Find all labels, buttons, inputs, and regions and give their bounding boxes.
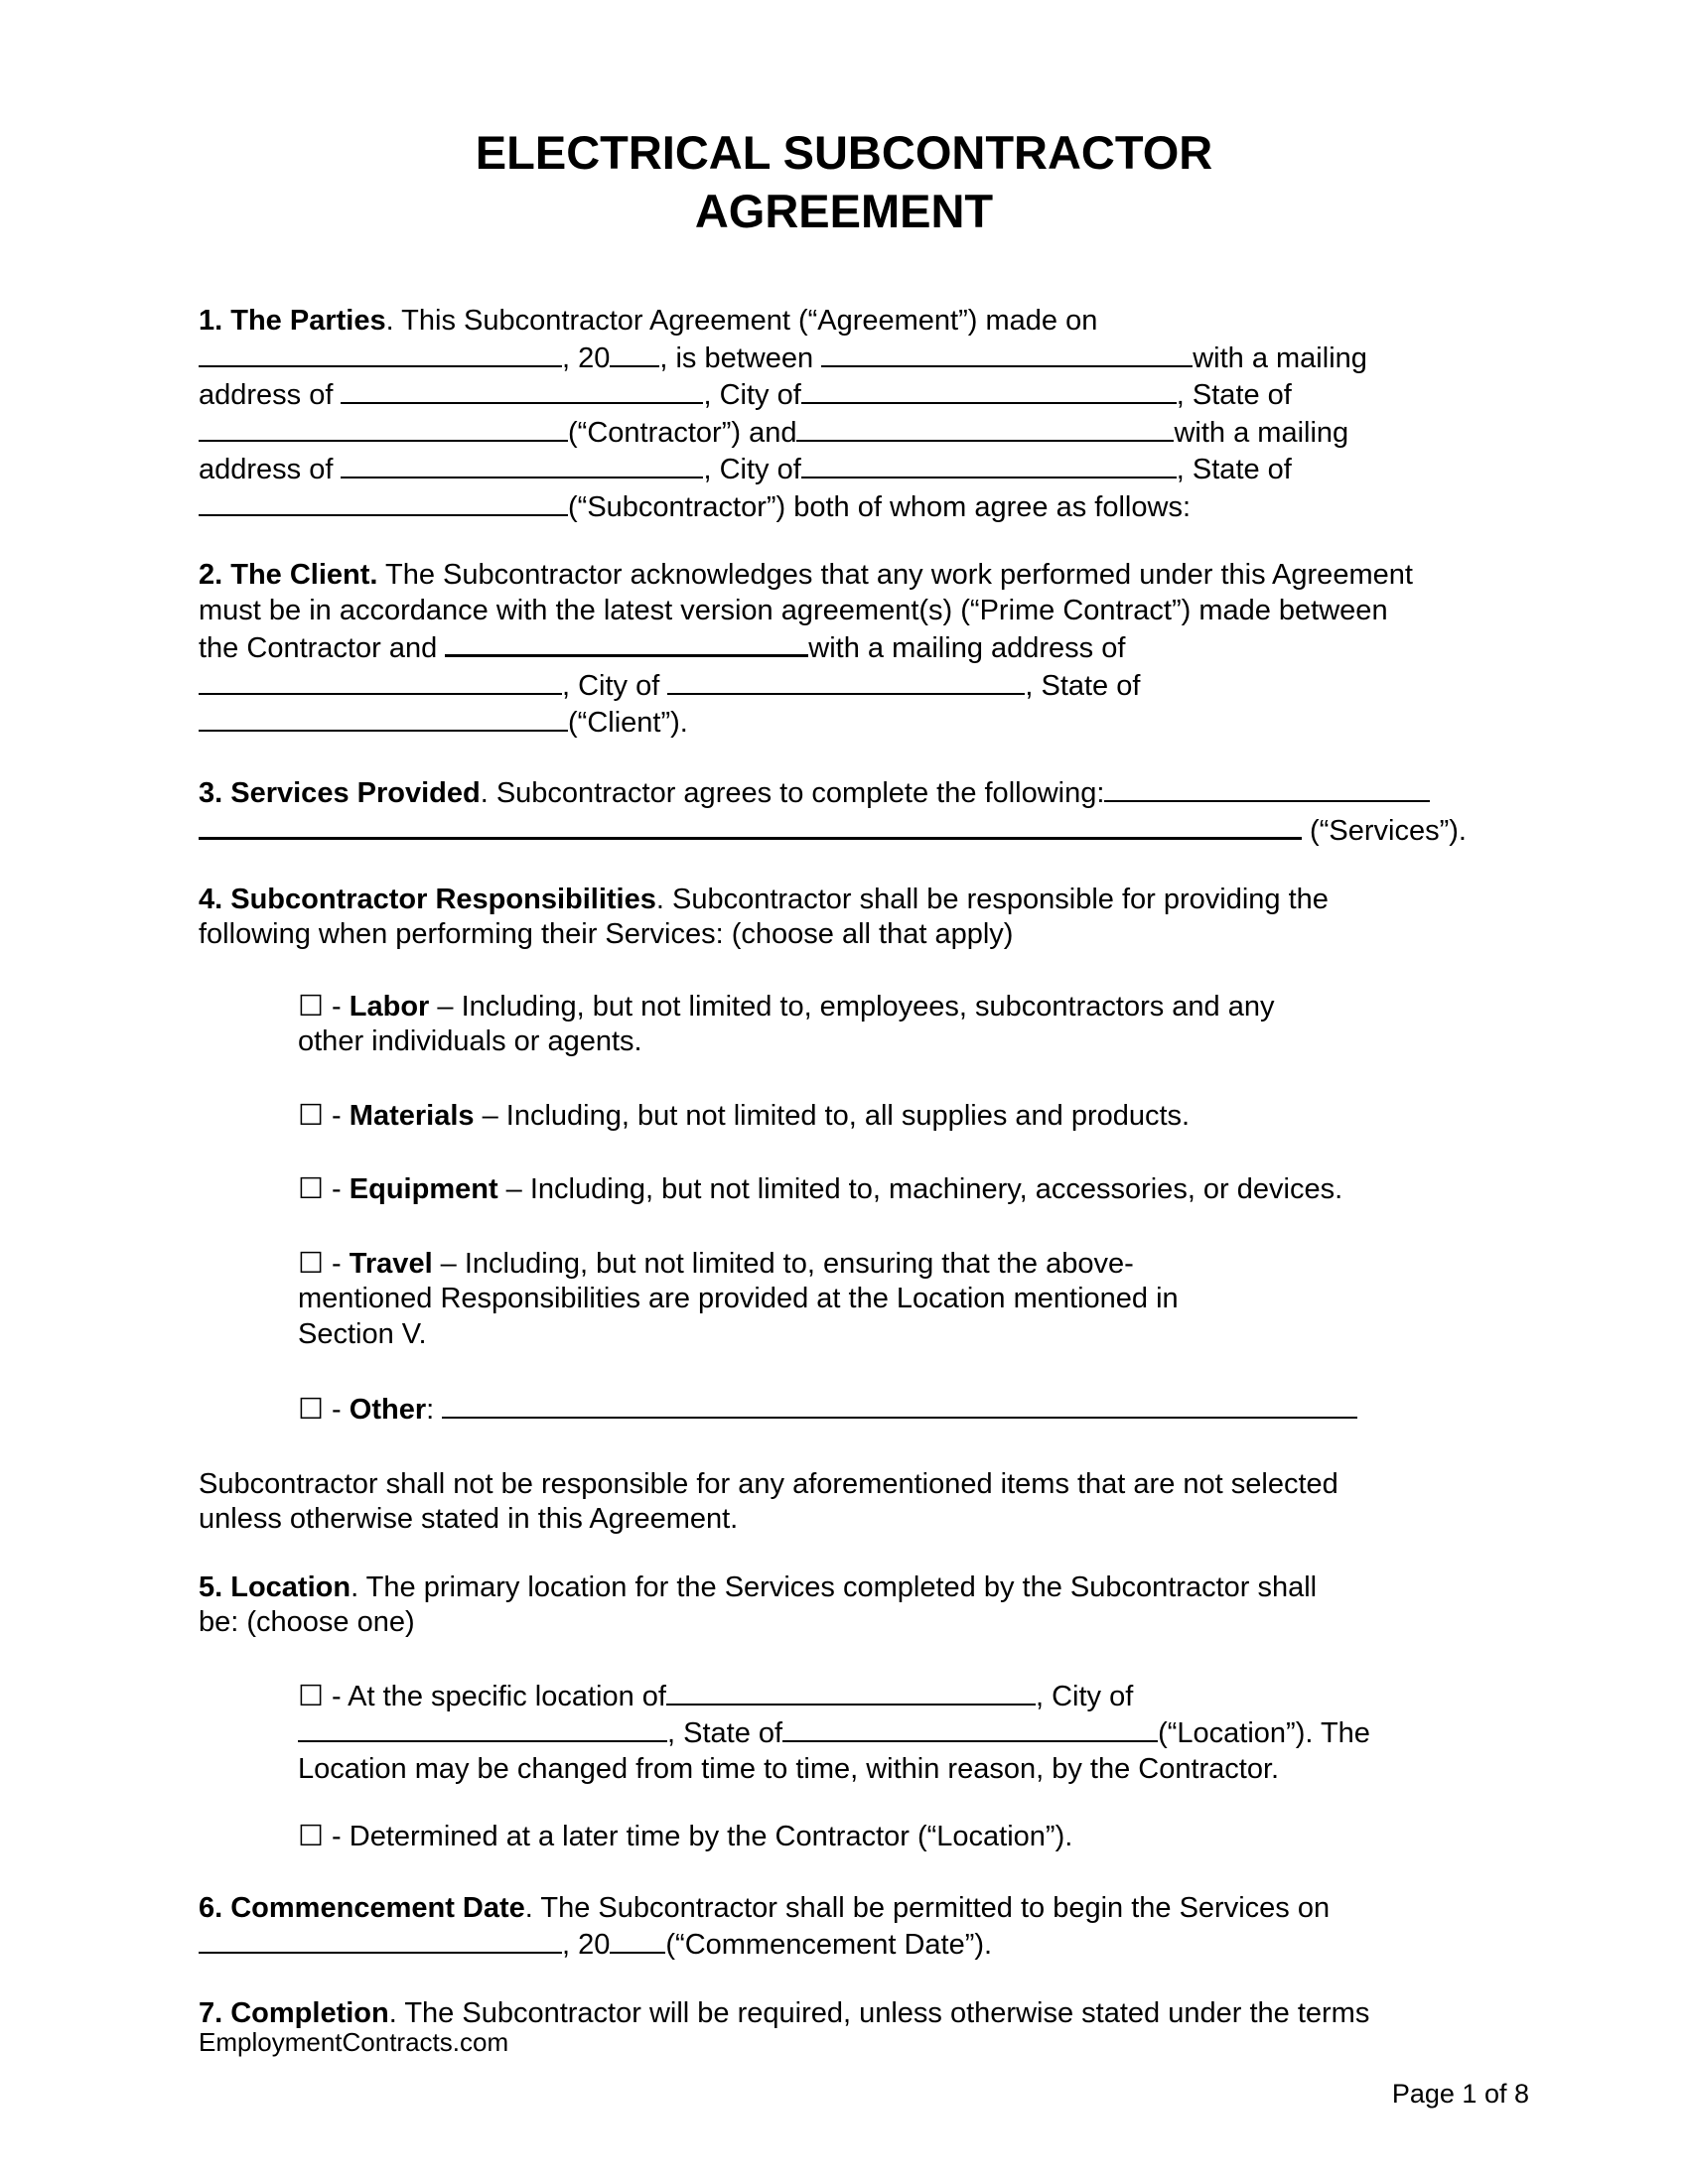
checkbox[interactable]: ☐ xyxy=(298,1680,324,1712)
option-equipment[interactable]: ☐ - Equipment – Including, but not limited to, machinery, accessories, or devices. xyxy=(298,1173,1343,1205)
document-body xyxy=(199,304,1489,2064)
option-materials[interactable]: ☐ - Materials – Including, but not limited to, all supplies and products. xyxy=(298,1099,1191,1132)
option-later-location[interactable]: ☐ - Determined at a later time by the Contractor (“Location”). xyxy=(298,1821,1073,1852)
section-heading: 6. Commencement Date xyxy=(199,1891,525,1924)
section-responsibilities: 4. Subcontractor Responsibilities. Subcontractor shall be responsible for providing the following when performing their Services: (choose all that apply) xyxy=(199,883,1329,950)
blank-subcontractor-name[interactable] xyxy=(796,414,1174,442)
blank-client-name[interactable] xyxy=(445,628,808,657)
page-number: Page 1 of 8 xyxy=(1391,2079,1529,2109)
document-title xyxy=(0,123,1688,240)
blank-client-city[interactable] xyxy=(667,667,1025,695)
blank-subcontractor-state[interactable] xyxy=(199,488,568,516)
footer-site: EmploymentContracts.com xyxy=(199,2027,509,2057)
option-labor[interactable]: ☐ - Labor – Including, but not limited to, employees, subcontractors and any other individuals or agents. xyxy=(298,990,1275,1057)
section-commencement: 6. Commencement Date. The Subcontractor shall be permitted to begin the Services on , 20 (“Commencement Date”). xyxy=(199,1891,1331,1961)
blank-client-address[interactable] xyxy=(199,667,562,695)
blank-subcontractor-address[interactable] xyxy=(341,451,703,478)
section-services: 3. Services Provided. Subcontractor agrees to complete the following: (“Services”). xyxy=(199,774,1489,850)
blank-location-state[interactable] xyxy=(782,1714,1158,1742)
section-location: 5. Location. The primary location for the Services completed by the Subcontractor shall be: (choose one) xyxy=(199,1570,1318,1638)
responsibilities-note: Subcontractor shall not be responsible for any aforementioned items that are not selected unless otherwise stated in this Agreement. xyxy=(199,1467,1338,1535)
checkbox[interactable]: ☐ xyxy=(298,1821,324,1852)
checkbox[interactable]: ☐ xyxy=(298,990,324,1023)
checkbox[interactable]: ☐ xyxy=(298,1099,324,1132)
section-heading: 4. Subcontractor Responsibilities xyxy=(199,883,656,915)
blank-other[interactable] xyxy=(442,1391,1357,1419)
blank-services-line-1[interactable] xyxy=(1104,774,1430,802)
blank-contractor-city[interactable] xyxy=(801,376,1177,404)
title-line-1: ELECTRICAL SUBCONTRACTOR xyxy=(475,126,1213,179)
blank-subcontractor-city[interactable] xyxy=(801,451,1177,478)
blank-contractor-name[interactable] xyxy=(821,340,1193,367)
blank-client-state[interactable] xyxy=(199,704,568,732)
blank-location-city[interactable] xyxy=(298,1714,667,1742)
blank-location[interactable] xyxy=(666,1678,1036,1706)
section-completion: 7. Completion. The Subcontractor will be required, unless otherwise stated under the terms xyxy=(199,1996,1370,2029)
section-heading: 3. Services Provided xyxy=(199,776,481,809)
blank-contractor-state[interactable] xyxy=(199,414,568,442)
section-heading: 5. Location xyxy=(199,1570,352,1603)
blank-commencement-year[interactable] xyxy=(610,1926,665,1954)
section-heading: 2. The Client. xyxy=(199,559,378,591)
section-client: 2. The Client. The Subcontractor acknowledges that any work performed under this Agreement must be in accordance with the latest version agreement(s) (“Prime Contract”) made between the Contractor and with a mailing address of , City of , State of (“Client”). xyxy=(199,559,1413,739)
blank-year[interactable] xyxy=(610,340,659,367)
option-travel[interactable]: ☐ - Travel – Including, but not limited to, ensuring that the above- mentioned Responsibilities are provided at the Location mentioned in Section V. xyxy=(298,1247,1179,1350)
blank-contractor-address[interactable] xyxy=(341,376,703,404)
option-other[interactable]: ☐ - Other: xyxy=(298,1391,1489,1429)
blank-commencement-date[interactable] xyxy=(199,1926,562,1954)
blank-date[interactable] xyxy=(199,340,562,367)
section-parties: 1. The Parties. This Subcontractor Agreement (“Agreement”) made on , 20 , is between with a mailing address of , City of , State of (“Contractor”) and with a mailing address of , City of , State of (“Subcontractor”) both of whom agree as follows: xyxy=(199,305,1367,523)
checkbox[interactable]: ☐ xyxy=(298,1173,324,1205)
checkbox[interactable]: ☐ xyxy=(298,1247,324,1280)
blank-services-line-2[interactable] xyxy=(199,811,1302,840)
section-heading: 7. Completion xyxy=(199,1996,389,2029)
checkbox[interactable]: ☐ xyxy=(298,1394,324,1426)
option-specific-location[interactable]: ☐ - At the specific location of , City of , State of (“Location”). The Location may be changed from time to time, within reason, by the Contractor. xyxy=(298,1678,1489,1788)
title-line-2: AGREEMENT xyxy=(694,185,994,237)
section-heading: 1. The Parties xyxy=(199,305,386,337)
